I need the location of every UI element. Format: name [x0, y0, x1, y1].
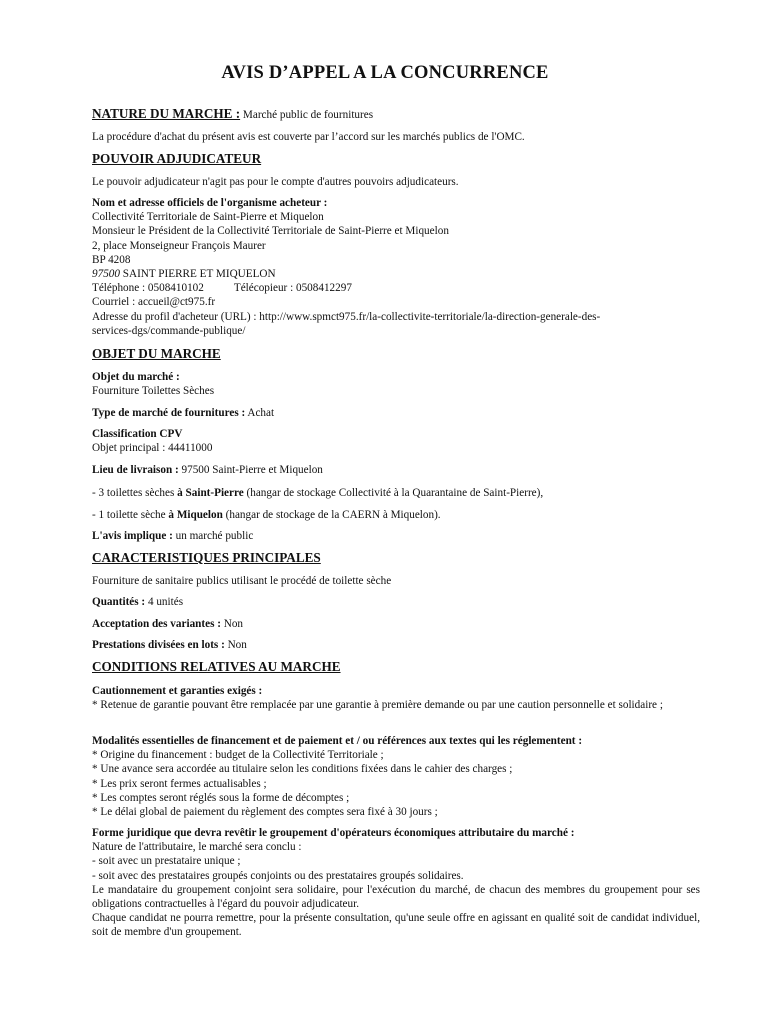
- organisme-block: [92, 196, 700, 338]
- pouvoir-note: Le pouvoir adjudicateur n'agit pas pour le compte d'autres pouvoirs adjudicateurs.: [92, 176, 459, 188]
- email: Courriel : accueil@ct975.fr: [92, 296, 216, 309]
- forme-block: [92, 826, 700, 940]
- lieu-line: [92, 463, 700, 477]
- contact-line: [92, 281, 700, 295]
- modalites-item: * Les prix seront fermes actualisables ;: [92, 777, 267, 790]
- forme-line: - soit avec des prestataires groupés conjoints ou des prestataires groupés solidaires.: [92, 869, 464, 882]
- lieu-label: Lieu de livraison :: [92, 464, 179, 476]
- avis-label: L'avis implique :: [92, 530, 173, 542]
- objet-block: [92, 370, 700, 398]
- city: SAINT PIERRE ET MIQUELON: [122, 268, 276, 281]
- fax: Télécopieur : 0508412297: [233, 282, 352, 295]
- nature-heading: NATURE DU MARCHE :: [92, 106, 241, 121]
- item1-pre: - 3 toilettes sèches: [92, 487, 175, 499]
- item2-pre: - 1 toilette sèche: [92, 509, 166, 521]
- profile-url-line1: Adresse du profil d'acheteur (URL) : http://www.spmct975.fr/la-collectivite-territoriale/la-direction-generale-des-: [92, 310, 601, 323]
- type-label: Type de marché de fournitures :: [92, 407, 246, 419]
- forme-line: Nature de l'attributaire, le marché sera conclu :: [92, 841, 302, 854]
- cpv-block: [92, 427, 700, 455]
- postcode: 97500: [92, 268, 120, 281]
- lots-line: [92, 638, 700, 652]
- pouvoir-heading: POUVOIR ADJUDICATEUR: [92, 151, 262, 166]
- org-line: BP 4208: [92, 253, 131, 266]
- caution-label: Cautionnement et garanties exigés :: [92, 685, 263, 697]
- delivery-item-2: [92, 508, 700, 522]
- modalites-label: Modalités essentielles de financement et de paiement et / ou références aux textes qui les réglementent :: [92, 735, 583, 747]
- lots-label: Prestations divisées en lots :: [92, 639, 225, 651]
- modalites-item: * Une avance sera accordée au titulaire selon les conditions fixées dans le cahier des charges ;: [92, 763, 513, 776]
- profile-url-line2: services-dgs/commande-publique/: [92, 324, 246, 337]
- organisme-label: Nom et adresse officiels de l'organisme acheteur :: [92, 197, 328, 209]
- org-line: 2, place Monseigneur François Maurer: [92, 239, 266, 252]
- modalites-block: [92, 734, 700, 819]
- qty-line: [92, 595, 700, 609]
- objet-value: Fourniture Toilettes Sèches: [92, 385, 215, 398]
- lots-value: Non: [227, 639, 247, 651]
- caution-block: [92, 684, 700, 712]
- cpv-value: Objet principal : 44411000: [92, 442, 213, 455]
- modalites-item: * Origine du financement : budget de la Collectivité Territoriale ;: [92, 749, 384, 762]
- item1-location: à Saint-Pierre: [177, 487, 244, 499]
- phone: Téléphone : 0508410102: [92, 282, 204, 295]
- variantes-line: [92, 617, 700, 631]
- lieu-value: 97500 Saint-Pierre et Miquelon: [181, 464, 323, 476]
- forme-label: Forme juridique que devra revêtir le groupement d'opérateurs économiques attributaire du marché :: [92, 827, 575, 839]
- candidat-text: Chaque candidat ne pourra remettre, pour la présente consultation, qu'une seule offre en agissant en qualité soit de candidat individuel, soit de membre d'un groupement.: [92, 912, 700, 939]
- avis-line: [92, 529, 700, 543]
- objet-heading: OBJET DU MARCHE: [92, 346, 221, 361]
- variantes-label: Acceptation des variantes :: [92, 618, 221, 630]
- modalites-item: * Le délai global de paiement du règlement des comptes sera fixé à 30 jours ;: [92, 806, 438, 819]
- item2-location: à Miquelon: [168, 509, 223, 521]
- type-value: Achat: [247, 407, 275, 419]
- page-title: AVIS D’APPEL A LA CONCURRENCE: [221, 63, 549, 83]
- carac-heading: CARACTERISTIQUES PRINCIPALES: [92, 550, 321, 565]
- qty-label: Quantités :: [92, 596, 146, 608]
- postal-line: [92, 267, 700, 281]
- conditions-heading: CONDITIONS RELATIVES AU MARCHE: [92, 659, 341, 674]
- objet-label: Objet du marché :: [92, 371, 180, 383]
- qty-value: 4 unités: [147, 596, 184, 608]
- modalites-item: * Les comptes seront réglés sous la forme de décomptes ;: [92, 791, 350, 804]
- omc-note: La procédure d'achat du présent avis est couverte par l’accord sur les marchés publics de l'OMC.: [92, 131, 525, 143]
- variantes-value: Non: [223, 618, 244, 630]
- org-line: Monsieur le Président de la Collectivité Territoriale de Saint-Pierre et Miquelon: [92, 225, 449, 238]
- item2-post: (hangar de stockage de la CAERN à Miquelon).: [225, 509, 441, 521]
- delivery-item-1: [92, 486, 700, 500]
- mandataire-text: Le mandataire du groupement conjoint sera solidaire, pour l'exécution du marché, de chacun des membres du groupement pour ses obligations contractuelles à l'égard du pouvoir adjudicateur.: [92, 883, 700, 911]
- avis-value: un marché public: [175, 530, 254, 542]
- nature-heading-line: [92, 106, 700, 122]
- forme-line: - soit avec un prestataire unique ;: [92, 855, 241, 868]
- caution-text: * Retenue de garantie pouvant être remplacée par une garantie à première demande ou par une caution personnelle et solidaire ;: [92, 699, 663, 712]
- nature-value: Marché public de fournitures: [242, 109, 374, 121]
- carac-desc: Fourniture de sanitaire publics utilisant le procédé de toilette sèche: [92, 575, 392, 587]
- type-line: [92, 406, 700, 420]
- org-line: Collectivité Territoriale de Saint-Pierre et Miquelon: [92, 211, 324, 224]
- cpv-label: Classification CPV: [92, 428, 183, 440]
- item1-post: (hangar de stockage Collectivité à la Quarantaine de Saint-Pierre),: [246, 487, 544, 499]
